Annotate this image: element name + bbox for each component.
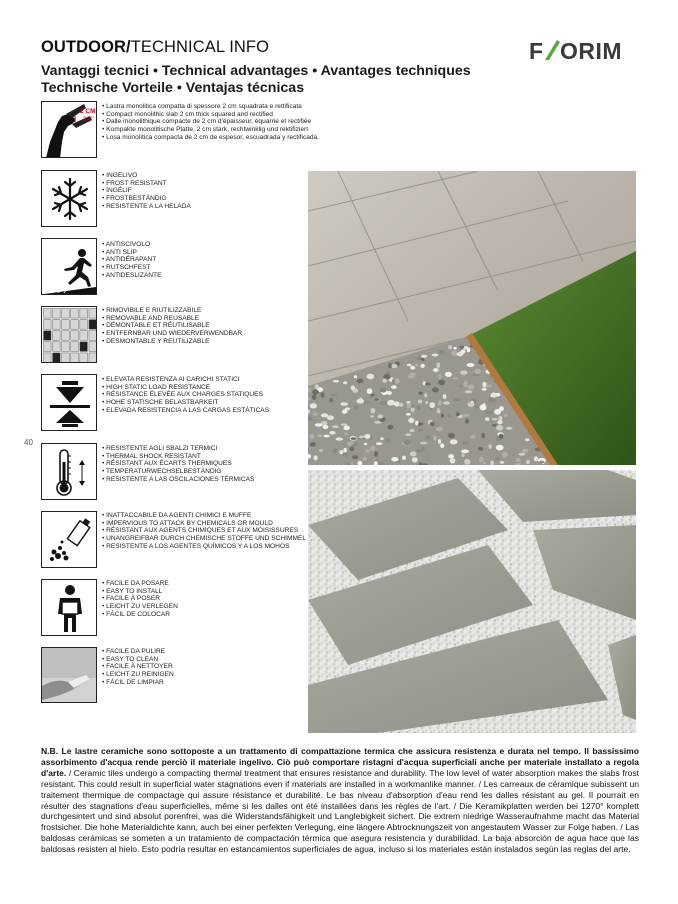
gravel-stone [454, 398, 461, 402]
gravel-stone [467, 363, 475, 367]
gravel-stone [351, 445, 355, 447]
gravel-stone [539, 461, 544, 464]
gravel-stone [388, 363, 392, 369]
gravel-stone [407, 403, 412, 408]
gravel-stone [315, 384, 319, 389]
gravel-stone [399, 403, 403, 407]
gravel-stone [437, 362, 441, 368]
gravel-stone [378, 414, 384, 418]
gravel-stone [518, 453, 525, 456]
grid-tile [62, 309, 70, 319]
grid-tile [89, 331, 97, 341]
subtitle-line-2: Technische Vorteile • Ventajas técnicas [41, 80, 305, 96]
easy-clean-icon-box [41, 647, 97, 703]
gravel-stone [371, 408, 376, 414]
gravel-stone [359, 436, 365, 439]
list-item: • Lastra monolitica compatta di spessore 2 cm squadrata e rettificata [102, 103, 319, 111]
gravel-stone [434, 368, 438, 371]
gravel-stone [329, 431, 335, 435]
grid-tile [53, 331, 61, 341]
gravel-stone [440, 443, 444, 448]
list-item: • Kompakte monolitische Platte, 2 cm stark, rechtwinklig und rektifiziert [102, 126, 319, 134]
thermometer-icon [42, 444, 97, 500]
subtitle-line-1: Vantaggi tecnici • Technical advantages • Avantages techniques [41, 63, 471, 79]
gravel-stone [436, 427, 443, 431]
gravel-stone [499, 434, 504, 439]
gravel-stone [500, 461, 505, 464]
gravel-stone [445, 372, 452, 377]
list-item: • RESISTENTE AGLI SBALZI TERMICI [102, 445, 254, 453]
gravel-stone [451, 350, 458, 356]
gravel-stone [443, 394, 447, 399]
gravel-stone [370, 415, 374, 417]
snowflake-icon-box [41, 170, 97, 227]
gravel-stone [425, 383, 431, 386]
gravel-stone [453, 347, 456, 350]
page-title: OUTDOOR/TECHNICAL INFO [41, 38, 270, 56]
removable-icon-box [41, 306, 97, 363]
list-item: • IMPERVIOUS TO ATTACK BY CHEMICALS OR MOULD [102, 520, 306, 528]
gravel-stone [406, 401, 411, 403]
gravel-stone [408, 418, 414, 423]
logo-letters: ORIM [560, 38, 623, 64]
gravel-stone [425, 435, 430, 440]
gravel-stone [356, 399, 364, 404]
list-item: • Losa monolítica compacta de 2 cm de espesor, escuadrada y rectificada. [102, 134, 319, 142]
grid-tile [80, 309, 88, 319]
gravel-stone [418, 429, 423, 432]
gravel-stone [432, 387, 439, 392]
grid-tile-raised [44, 331, 52, 341]
gravel-stone [321, 413, 328, 417]
gravel-stone [448, 433, 455, 438]
gravel-stone [448, 345, 452, 349]
gravel-stone [392, 379, 395, 385]
gravel-stone [315, 423, 323, 426]
gravel-stone [438, 380, 445, 386]
gravel-stone [371, 394, 375, 397]
grid-tile-raised [53, 353, 61, 363]
gravel-stone [365, 449, 370, 452]
gravel-stone [475, 405, 479, 408]
feature-list-chemical [102, 512, 306, 551]
gravel-stone [489, 444, 492, 448]
gravel-stone [410, 366, 415, 370]
grid-tile [71, 342, 79, 352]
gravel-stone [376, 442, 382, 445]
gravel-stone [310, 442, 316, 447]
load-resistance-icon [42, 375, 97, 431]
gravel-stone [364, 443, 368, 446]
gravel-stone [480, 404, 487, 410]
grid-tile [71, 309, 79, 319]
gravel-stone [448, 414, 452, 417]
gravel-stone [333, 380, 340, 383]
list-item: • ANTIDESLIZANTE [102, 272, 161, 280]
list-item: • ANTISCIVOLO [102, 241, 161, 249]
grid-tile [53, 320, 61, 330]
gravel-stone [344, 432, 348, 435]
gravel-stone [448, 454, 454, 458]
gravel-stone [470, 435, 476, 439]
gravel-stone [343, 381, 347, 384]
gravel-stone [482, 433, 485, 439]
grid-tile [44, 309, 52, 319]
gravel-stone [415, 363, 418, 366]
outdoor-photo-stone-slabs [308, 470, 636, 733]
grid-tile [89, 309, 97, 319]
list-item: • LEICHT ZU REINIGEN [102, 671, 174, 679]
gravel-stone [522, 449, 529, 453]
gravel-stone [386, 371, 391, 373]
gravel-stone [534, 456, 538, 461]
gravel-stone [462, 441, 470, 444]
feature-list-thickness [102, 103, 319, 142]
gravel-stone [340, 402, 348, 405]
gravel-stone [343, 448, 347, 453]
list-item: • ELEVATA RESISTENZA AI CARICHI STATICI [102, 376, 269, 384]
grid-tile [71, 320, 79, 330]
gravel-stone [497, 420, 502, 424]
list-item: • RUTSCHFEST [102, 264, 161, 272]
gravel-stone [485, 411, 493, 414]
list-item: • FROST RESISTANT [102, 180, 191, 188]
page-number: 40 [24, 438, 33, 447]
gravel-stone [485, 417, 489, 421]
easy-install-icon [42, 580, 97, 636]
gravel-stone [417, 405, 420, 410]
list-item: • RESISTENTE A LA HELADA [102, 203, 191, 211]
logo-letter-f: F [529, 38, 544, 64]
gravel-stone [336, 437, 343, 440]
gravel-stone [425, 401, 428, 404]
easy-clean-icon [42, 648, 97, 703]
gravel-stone [421, 358, 424, 361]
gravel-stone [460, 371, 467, 375]
list-item: • DÉMONTABLE ET RÉUTILISABLE [102, 322, 242, 330]
gravel-stone [412, 457, 418, 462]
gravel-stone [375, 398, 380, 401]
grid-tile [89, 342, 97, 352]
gravel-stone [410, 372, 416, 377]
gravel-stone [499, 406, 504, 411]
gravel-stone [380, 401, 387, 405]
chemical-icon-box [41, 511, 97, 568]
list-item: • ENTFERNBAR UND WIEDERVERWENDBAR [102, 330, 242, 338]
feature-list-clean [102, 648, 174, 687]
gravel-stone [450, 458, 456, 463]
gravel-stone [313, 412, 318, 416]
list-item: • REMOVABLE AND REUSABLE [102, 315, 242, 323]
grid-tile-raised [80, 342, 88, 352]
grid-tile [53, 309, 61, 319]
list-item: • INATTACCABILE DA AGENTI CHIMICI E MUFFE [102, 512, 306, 520]
gravel-stone [465, 419, 469, 424]
gravel-stone [421, 446, 425, 450]
gravel-stone [330, 394, 337, 397]
gravel-stone [502, 452, 508, 458]
gravel-stone [486, 385, 492, 388]
note-bold-text: N.B. Le lastre ceramiche sono sottoposte a un trattamento di compattazione termica che assicura resistenza e durata nel tempo. Il bassissimo assorbimento d'acqua rende perciò il materiale ingelivo. Ciò può comportare ristagni d'acqua superficiali anche per materiale installato a regola d'arte. [41, 746, 639, 778]
grid-tile [44, 353, 52, 363]
gravel-stone [465, 390, 473, 393]
gravel-stone [443, 401, 450, 405]
gravel-stone [410, 451, 417, 456]
gravel-stone [433, 435, 437, 441]
gravel-stone [380, 437, 384, 440]
gravel-stone [438, 374, 441, 380]
gravel-stone [312, 389, 319, 394]
gravel-stone [394, 401, 400, 406]
list-item: • FROSTBESTÄNDIG [102, 195, 191, 203]
gravel-stone [357, 379, 364, 383]
gravel-stone [429, 402, 435, 408]
anti-slip-icon [42, 239, 97, 295]
gravel-stone [341, 423, 348, 425]
technical-note [41, 746, 639, 855]
gravel-stone [504, 414, 507, 418]
gravel-stone [339, 450, 343, 454]
gravel-stone [496, 425, 503, 431]
gravel-stone [382, 379, 387, 383]
gravel-stone [374, 451, 378, 457]
grid-tile [80, 320, 88, 330]
gravel-stone [482, 388, 487, 391]
grid-tile [62, 342, 70, 352]
list-item: • EASY TO CLEAN [102, 656, 174, 664]
gravel-stone [459, 385, 462, 388]
gravel-stone [310, 403, 317, 408]
gravel-stone [416, 449, 423, 452]
gravel-stone [492, 418, 498, 420]
list-item: • LEICHT ZU VERLEGEN [102, 603, 178, 611]
grid-tile [71, 331, 79, 341]
gravel-stone [437, 410, 441, 414]
gravel-stone [488, 397, 496, 403]
feature-list-load [102, 376, 269, 415]
gravel-stone [391, 385, 397, 389]
gravel-stone [350, 447, 355, 452]
gravel-stone [391, 457, 398, 462]
gravel-stone [478, 447, 483, 451]
gravel-stone [333, 448, 338, 453]
grid-tile [62, 320, 70, 330]
gravel-stone [351, 437, 357, 440]
gravel-stone [464, 459, 470, 465]
list-item: • FÁCIL DE COLOCAR [102, 611, 178, 619]
gravel-stone [405, 433, 411, 436]
gravel-stone [468, 402, 475, 407]
list-item: • HOHE STATISCHE BELASTBARKEIT [102, 399, 269, 407]
grid-tile [80, 353, 88, 363]
list-item: • RÉSISTANCE ÉLEVÉE AUX CHARGES STATIQUES [102, 391, 269, 399]
gravel-stone [332, 425, 339, 428]
list-item: • RÉSISTANT AUX AGENTS CHIMIQUES ET AUX MOISISSURES [102, 527, 306, 535]
grid-tile [44, 342, 52, 352]
gravel-stone [319, 449, 323, 452]
list-item: • RESISTENTE A LOS AGENTES QUÍMICOS Y A LOS MOHOS [102, 543, 306, 551]
thickness-icon-box [41, 101, 97, 158]
anti-slip-icon-box [41, 238, 97, 295]
gravel-stone [438, 439, 441, 444]
snowflake-icon [42, 171, 97, 227]
gravel-stone [496, 445, 504, 451]
grid-tile [80, 331, 88, 341]
gravel-stone [479, 457, 484, 463]
list-item: • RIMOVIBILE E RIUTILIZZABILE [102, 307, 242, 315]
gravel-stone [459, 346, 464, 349]
gravel-stone [343, 426, 349, 431]
gravel-stone [418, 400, 423, 404]
list-item: • FACILE À NETTOYER [102, 663, 174, 671]
gravel-stone [467, 348, 471, 353]
gravel-stone [430, 422, 435, 426]
gravel-stone [380, 388, 387, 393]
gravel-stone [355, 442, 358, 446]
thickness-icon [42, 102, 97, 158]
gravel-stone [457, 352, 464, 356]
gravel-stone [402, 456, 406, 460]
list-item: • Dalle monolithique compacte de 2 cm d'épaisseur, équarrie et rectifiée [102, 118, 319, 126]
gravel-stone [351, 385, 355, 390]
gravel-stone [388, 425, 394, 430]
gravel-stone [461, 449, 469, 453]
list-item: • ANTI SLIP [102, 249, 161, 257]
feature-list-install [102, 580, 178, 619]
stone-slab-illustration [308, 470, 636, 733]
gravel-stone [406, 413, 411, 416]
thickness-cm-label: 2 CM [80, 108, 96, 115]
gravel-stone [330, 398, 333, 402]
gravel-stone [483, 462, 486, 465]
gravel-stone [321, 392, 325, 397]
feature-list-thermal [102, 445, 254, 484]
grid-tile [71, 353, 79, 363]
list-item: • Compact monolithic slab 2 cm thick squared and rectified [102, 111, 319, 119]
thermometer-icon-box [41, 443, 97, 500]
gravel-stone [468, 384, 475, 389]
list-item: • FACILE DA POSARE [102, 580, 178, 588]
gravel-stone [441, 414, 444, 418]
gravel-stone [312, 394, 316, 400]
gravel-stone [453, 377, 459, 380]
removable-icon [42, 307, 97, 363]
gravel-stone [456, 412, 460, 416]
gravel-stone [410, 429, 415, 432]
gravel-stone [354, 375, 357, 378]
gravel-stone [407, 364, 412, 367]
list-item: • TEMPERATURWECHSELBESTÄNDIG [102, 468, 254, 476]
gravel-stone [439, 350, 445, 355]
feature-list-removable [102, 307, 242, 346]
gravel-stone [386, 438, 391, 442]
thickness-in-label: 3/4" [83, 117, 94, 123]
florim-logo [527, 36, 637, 64]
gravel-stone [474, 369, 481, 374]
outdoor-photo-illustration [308, 171, 636, 465]
gravel-stone [342, 409, 348, 413]
chemical-icon [42, 512, 97, 568]
logo-leaf-icon [545, 40, 560, 60]
feature-list-antislip [102, 241, 161, 280]
gravel-stone [506, 427, 512, 430]
gravel-stone [323, 425, 329, 430]
gravel-stone [419, 392, 423, 395]
gravel-stone [387, 400, 395, 406]
gravel-stone [367, 374, 375, 380]
grid-tile [62, 353, 70, 363]
list-item: • THERMAL SHOCK RESISTANT [102, 453, 254, 461]
outdoor-photo-wood-tiles [308, 171, 636, 465]
gravel-stone [462, 414, 470, 417]
gravel-stone [482, 382, 486, 388]
list-item: • DESMONTABLE Y REUTILIZABLE [102, 338, 242, 346]
list-item: • FÁCIL DE LIMPIAR [102, 679, 174, 687]
gravel-stone [370, 446, 375, 451]
list-item: • HIGH STATIC LOAD RESISTANCE [102, 384, 269, 392]
feature-list-frost [102, 172, 191, 211]
list-item: • RÉSISTANT AUX ÉCARTS THERMIQUES [102, 460, 254, 468]
grid-tile-raised [89, 320, 97, 330]
list-item: • UNANGREIFBAR DURCH CHEMISCHE STOFFE UND SCHIMMEL [102, 535, 306, 543]
grid-tile [62, 331, 70, 341]
gravel-stone [420, 442, 427, 445]
list-item: • FACILE À POSER [102, 595, 178, 603]
gravel-stone [421, 355, 427, 358]
easy-install-icon-box [41, 579, 97, 636]
gravel-stone [355, 405, 358, 410]
list-item: • INGÉLIF [102, 187, 191, 195]
grid-tile [53, 342, 61, 352]
load-resistance-icon-box [41, 374, 97, 431]
gravel-stone [310, 434, 315, 439]
gravel-stone [317, 434, 322, 437]
gravel-stone [525, 438, 529, 441]
grid-tile [89, 353, 97, 363]
gravel-stone [362, 457, 367, 461]
grid-tile [44, 320, 52, 330]
gravel-stone [352, 455, 359, 459]
gravel-stone [364, 434, 370, 439]
gravel-stone [314, 455, 318, 460]
gravel-stone [421, 364, 425, 368]
gravel-stone [323, 435, 329, 438]
gravel-stone [495, 457, 500, 460]
note-text: / Ceramic tiles undergo a compacting thermal treatment that ensures resistance and durability. The low level of water absorption makes the slabs frost resistant. This could result in superficial water stagnations even if materials are installed in a workmanlike manner. / Les carreaux de céramique subissent un traitement thermique de compactage qui assure résistance et durabilité. Le bas niveau d'absorption d'eau rend les dalles résistant au gel. Il pourrait en résulter des stagnations d'eau superficielles, même si les dalles ont été installées dans les règles de l'art. / Die Keramikplatten werden bei 1270° komplett durchgesintert und sind absolut porenfrei, was die Widerstandsfähigkeit und Langlebigkeit sichert. Die extrem niedrige Wasseraufnahme macht das Material frostsicher. Die hohe Materialdichte kann, auch bei einer perfekten Verlegung, eine längere Abtrocknungszeit von angestautem Wasser zur Folge haben. / Las baldosas cerámicas se someten a un tratamiento de compactación térmica que asegura resistencia y durabilidad. La baja absorción de agua hace que las baldosas resisten al hielo. Esto podría resultar en estancamientos superficiales de agua, incluso si los materiales están instalados según las reglas del arte. [41, 767, 639, 855]
list-item: • ELEVADA RESISTENCIA A LAS CARGAS ESTÁTICAS [102, 407, 269, 415]
gravel-stone [424, 393, 427, 397]
gravel-stone [516, 458, 521, 462]
gravel-stone [462, 453, 465, 457]
gravel-stone [415, 421, 418, 426]
list-item: • EASY TO INSTALL [102, 588, 178, 596]
list-item: • RESISTENTE A LAS OSCILACIONES TÉRMICAS [102, 476, 254, 484]
gravel-stone [391, 364, 398, 368]
list-item: • ANTIDÉRAPANT [102, 256, 161, 264]
gravel-stone [450, 439, 458, 444]
gravel-stone [526, 460, 530, 464]
gravel-stone [463, 381, 467, 387]
gravel-stone [432, 354, 439, 357]
list-item: • FACILE DA PULIRE [102, 648, 174, 656]
list-item: • INGELIVO [102, 172, 191, 180]
gravel-stone [367, 388, 373, 394]
gravel-stone [438, 400, 442, 406]
gravel-stone [404, 440, 412, 445]
